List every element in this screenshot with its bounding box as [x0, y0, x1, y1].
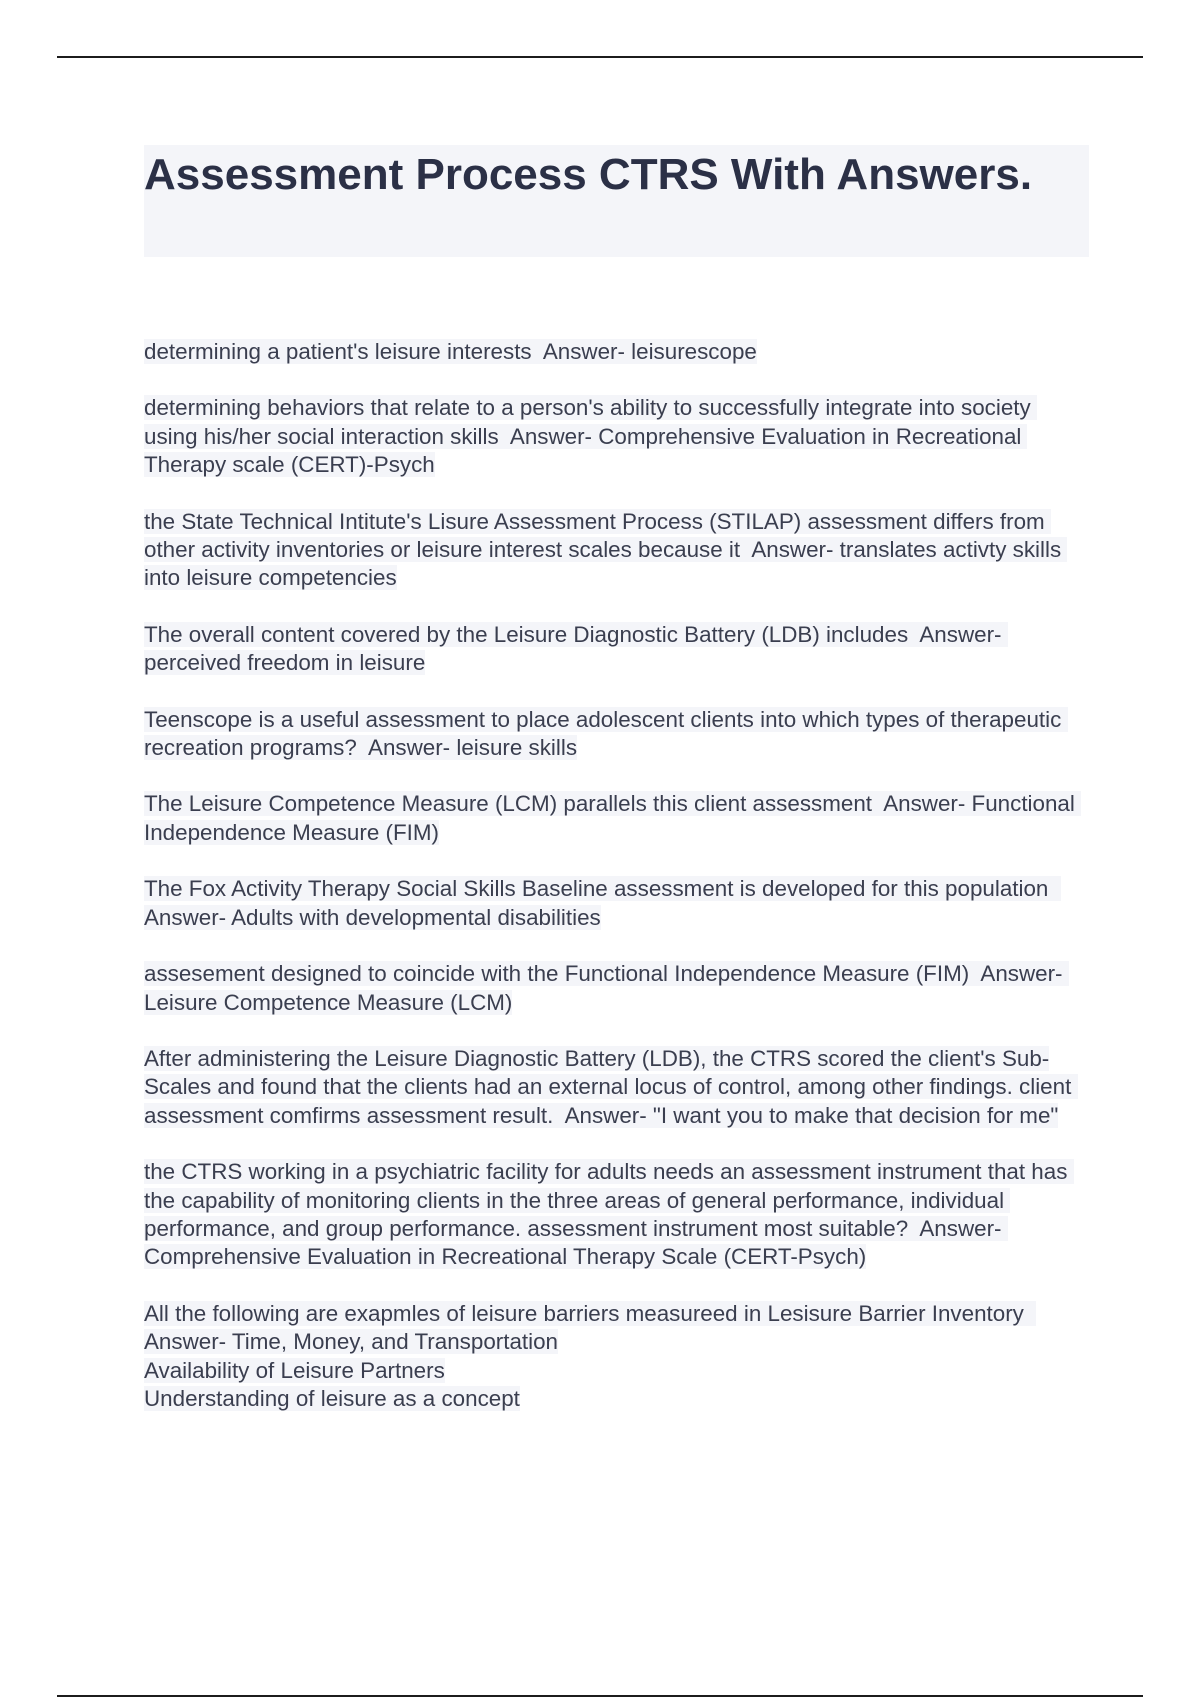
answer-text: Answer- Comprehensive Evaluation in Recreational Therapy scale (CERT)-Psych: [144, 423, 1028, 478]
question-text: All the following are exapmles of leisure barriers measureed in Lesisure Barrier Inventory: [144, 1300, 1031, 1326]
question-text: determining a patient's leisure interests: [144, 339, 538, 364]
qa-item: [144, 1300, 1089, 1414]
answer-text: Answer- Adults with developmental disabilities: [144, 876, 1061, 930]
qa-list: [144, 338, 1089, 1441]
question-text: Teenscope is a useful assessment to place adolescent clients into which types of therapeutic recreation programs?: [144, 706, 1068, 761]
answer-text: Answer- perceived freedom in leisure: [144, 621, 1008, 676]
question-text: the CTRS working in a psychiatric facility for adults needs an assessment instrument that has the capability of monitoring clients in the three areas of general performance, individual performance, and group performance. assessment instrument most suitable?: [144, 1159, 1074, 1241]
qa-item: [144, 875, 1089, 932]
title-banner: [144, 145, 1089, 257]
qa-item: [144, 706, 1089, 763]
answer-text: Answer- Functional Independence Measure (FIM): [144, 791, 1082, 845]
qa-item: [144, 1045, 1089, 1130]
qa-item: [144, 960, 1089, 1017]
qa-item: [144, 1158, 1089, 1272]
qa-item: [144, 394, 1089, 479]
answer-text: Answer- leisure skills: [363, 735, 578, 761]
qa-item: [144, 790, 1089, 847]
question-text: The Leisure Competence Measure (LCM) parallels this client assessment: [144, 791, 879, 817]
page-title: Assessment Process CTRS With Answers.: [144, 150, 1033, 199]
question-text: The overall content covered by the Leisure Diagnostic Battery (LDB) includes: [144, 621, 915, 647]
answer-text: Answer- translates activty skills into leisure competencies: [144, 537, 1068, 591]
question-text: The Fox Activity Therapy Social Skills Baseline assessment is developed for this population: [144, 876, 1055, 902]
question-text: After administering the Leisure Diagnostic Battery (LDB), the CTRS scored the client's Sub-Scales and found that the clients had an external locus of control, among other findings. client assessment comfirms assessment result.: [144, 1045, 1078, 1128]
answer-text: Answer- "I want you to make that decision for me": [559, 1102, 1059, 1128]
qa-item: [144, 621, 1089, 678]
answer-text: Answer- Time, Money, and Transportation Availability of Leisure Partners Understanding of leisure as a concept: [144, 1301, 1036, 1411]
qa-item: [144, 508, 1089, 593]
answer-text: Answer- Leisure Competence Measure (LCM): [144, 961, 1069, 1015]
qa-item: [144, 338, 1089, 366]
top-divider: [57, 56, 1143, 58]
answer-text: Answer- leisurescope: [537, 339, 757, 364]
bottom-divider: [57, 1695, 1143, 1697]
question-text: determining behaviors that relate to a person's ability to successfully integrate into society using his/her social interaction skills: [144, 395, 1037, 449]
answer-text: Answer- Comprehensive Evaluation in Recreational Therapy Scale (CERT-Psych): [144, 1215, 1008, 1270]
question-text: the State Technical Intitute's Lisure Assessment Process (STILAP) assessment differs from other activity inventories or leisure interest scales because it: [144, 508, 1051, 563]
question-text: assesement designed to coincide with the Functional Independence Measure (FIM): [144, 961, 976, 987]
